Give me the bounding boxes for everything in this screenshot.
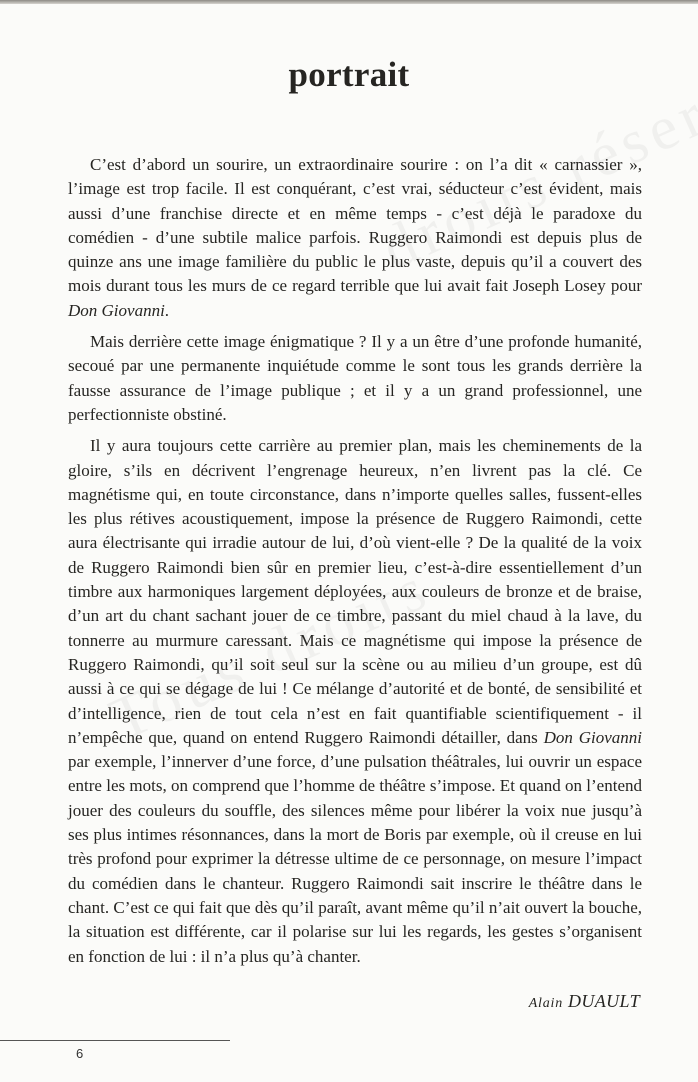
author-first-name: Alain bbox=[528, 996, 564, 1011]
page-title: portrait bbox=[288, 55, 410, 94]
paragraph-3-text-b: par exemple, l’innerver d’une force, d’une pulsation théâtrales, lui ouvrir un espace entre les mots, on comprend que l’homme de théâtre s’impose. Et quand on l’entend jouer des couleurs du souffle, des silences même pour libérer la voix nue jusqu’à ses plus intimes résonnances, dans la mort de Boris par exemple, où il creuse en lui très profond pour exprimer la détresse ultime de ce personnage, on mesure l’impact du comédien dans le chanteur. Ruggero Raimondi sait inscrire le théâtre dans le chant. C’est ce qui fait que dès qu’il paraît, avant même qu’il n’ait ouvert la bouche, la situation est différente, car il polarise sur lui les regards, les gestes s’organisent en fonction de lui : il n’a plus qu’à chanter. bbox=[68, 752, 642, 966]
paragraph-1-text: C’est d’abord un sourire, un extraordinaire sourire : on l’a dit « carnassier », l’image est trop facile. Il est conquérant, c’est vrai, séducteur c’est évident, mais aussi d’une franchise directe et en même temps - c’est déjà le paradoxe du comédien - d’une subtile malice parfois. Ruggero Raimondi est depuis plus de quinze ans une image familière du public le plus vaste, depuis qu’il a couvert des mois durant tous les murs de ce regard terrible que lui avait fait Joseph Losey pour bbox=[68, 155, 642, 296]
paragraph-3-text-a: Il y aura toujours cette carrière au premier plan, mais les cheminements de la gloire, s’ils en décrivent l’engrenage heureux, n’en livrent pas la clé. Ce magnétisme qui, en toute circonstance, dans n’importe quelles salles, fussent-elles les plus rétives acoustiquement, impose la présence de Ruggero Raimondi, cette aura électrisante qui irradie autour de lui, d’où vient-elle ? De la qualité de la voix de Ruggero Raimondi bien sûr en premier lieu, c’est-à-dire essentiellement d’un timbre aux harmoniques largement déployées, aux couleurs de bronze et de braise, d’un art du chant sachant jouer de ce timbre, passant du miel chaud à la lave, du tonnerre au murmure caressant. Mais ce magnétisme qui impose la présence de Ruggero Raimondi, qu’il soit seul sur la scène ou au milieu d’un groupe, est dû aussi à ce qui se dégage de lui ! Ce mélange d’autorité et de bonté, de sensibilité et d’intelligence, rien de tout cela n’est en fait quantifiable scientifiquement - il n’empêche que, quand on entend Ruggero Raimondi détailler, dans bbox=[68, 436, 642, 747]
footer-rule bbox=[0, 1040, 230, 1041]
author-signature bbox=[529, 991, 640, 1012]
paragraph-3 bbox=[68, 434, 642, 969]
page-number: 6 bbox=[76, 1046, 84, 1061]
author-last-name: DUAULT bbox=[567, 991, 640, 1011]
film-title: Don Giovanni bbox=[68, 300, 165, 320]
paragraph-2: Mais derrière cette image énigmatique ? Il y a un être d’une profonde humanité, secoué par une permanente inquiétude comme le sont tous les grands derrière la fausse assurance de l’image publique ; et il y a un grand professionnel, une perfectionniste obstiné. bbox=[68, 332, 642, 424]
paragraph-1 bbox=[68, 153, 642, 323]
top-edge-rule bbox=[0, 0, 698, 4]
paragraph-1-end: . bbox=[164, 300, 170, 320]
article-body bbox=[68, 153, 642, 976]
film-title: Don Giovanni bbox=[543, 727, 642, 747]
